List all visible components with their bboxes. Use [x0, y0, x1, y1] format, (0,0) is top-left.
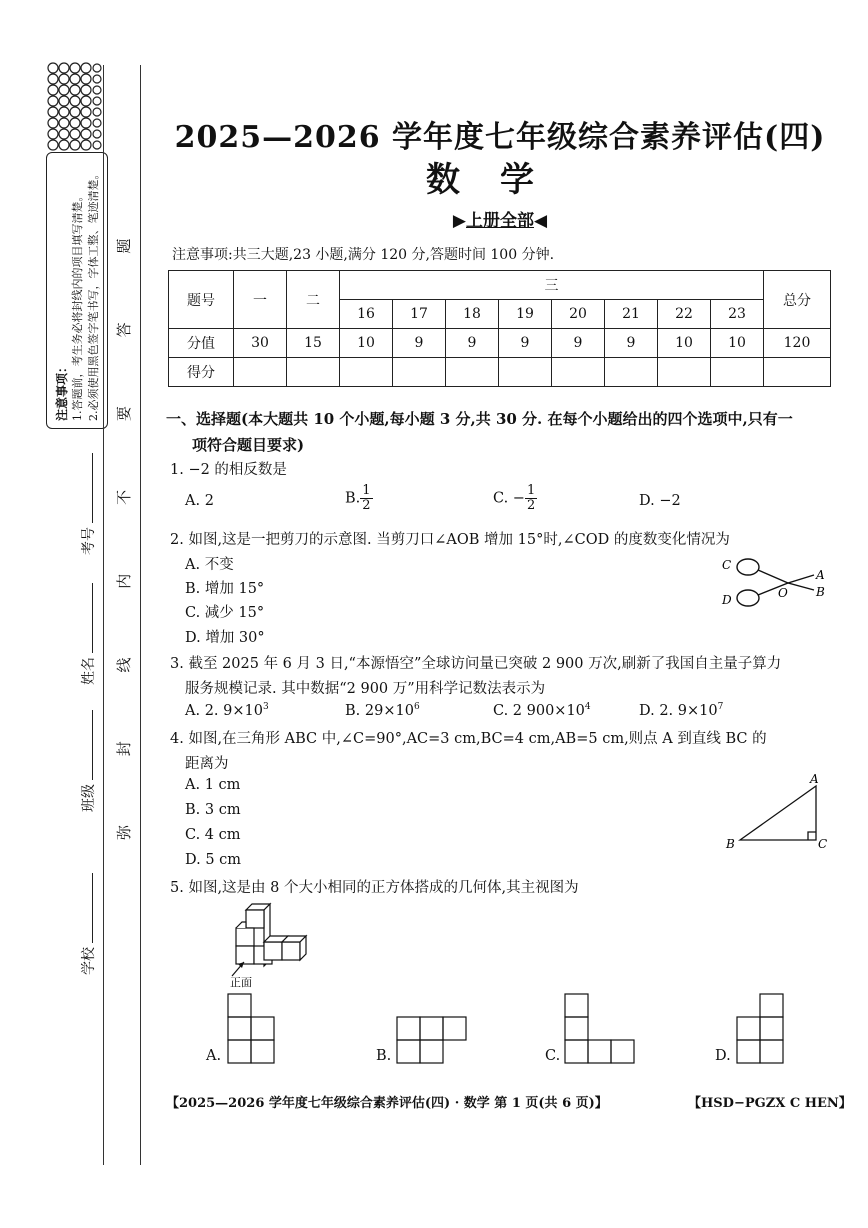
score-cell[interactable]	[711, 358, 764, 387]
q5-stem: 5. 如图,这是由 8 个大小相同的正方体搭成的几何体,其主视图为	[170, 880, 579, 896]
q3-option-d: D. 2. $9\times 10^7$	[639, 702, 724, 719]
exam-no-label: 考号	[78, 453, 98, 555]
notice-line-2: 2.必须使用黑色签字笔书写，字体工整、笔迹清楚。	[87, 168, 100, 421]
q5-option-a: A.	[206, 1048, 222, 1064]
binding-line-inner	[103, 65, 104, 1165]
label-a: A	[810, 772, 819, 786]
subject-title: 数学	[426, 160, 574, 200]
label-d: D	[722, 593, 732, 607]
score-cell[interactable]	[764, 358, 831, 387]
sub-col: 21	[605, 300, 658, 329]
q5-option-b: B.	[376, 1048, 392, 1064]
q3-option-c: C. 2 $900\times 10^4$	[493, 702, 591, 719]
row-head-score: 得分	[169, 358, 234, 387]
row-head-points: 分值	[169, 329, 234, 358]
q2-option-a: A. 不变	[185, 557, 234, 573]
notice-title: 注意事项：	[55, 360, 69, 421]
sub-col: 23	[711, 300, 764, 329]
section-1-heading	[166, 406, 836, 458]
label-a: A	[816, 568, 825, 582]
value-cell: 9	[605, 329, 658, 358]
value-cell: 15	[287, 329, 340, 358]
score-cell[interactable]	[552, 358, 605, 387]
q3-option-b: B. $29\times 10^6$	[345, 702, 420, 719]
score-cell[interactable]	[605, 358, 658, 387]
q2-option-d: D. 增加 30°	[185, 630, 265, 646]
footer-right: 【HSD−PGZX C HEN】	[688, 1096, 852, 1111]
label-c: C	[818, 837, 828, 851]
q1-option-a: A. 2	[185, 493, 214, 509]
scope-label: ▶上册全部◀	[452, 211, 548, 231]
name-label: 姓名	[78, 583, 98, 685]
q1-option-c: C. − $\frac{1}{2}$	[493, 483, 536, 513]
notice-box	[46, 152, 108, 429]
binding-loops-decoration	[46, 62, 102, 157]
q5-option-c-figure	[564, 993, 638, 1065]
col-two: 二	[287, 271, 340, 329]
value-cell: 10	[711, 329, 764, 358]
value-cell: 9	[393, 329, 446, 358]
q4-stem-line-2: 距离为	[185, 756, 229, 772]
score-cell[interactable]	[446, 358, 499, 387]
q5-option-d: D.	[715, 1048, 731, 1064]
sub-col: 17	[393, 300, 446, 329]
footer-left: 【2025—2026 学年度七年级综合素养评估(四) · 数学 第 1 页(共 6 页)】	[166, 1096, 608, 1111]
section-1-line-2: 项符合题目要求)	[192, 436, 305, 454]
score-cell[interactable]	[393, 358, 446, 387]
score-cell[interactable]	[340, 358, 393, 387]
sub-col: 16	[340, 300, 393, 329]
value-cell: 10	[658, 329, 711, 358]
q4-option-d: D. 5 cm	[185, 852, 242, 868]
q3-stem-line-1: 3. 截至 2025 年 6 月 3 日,“本源悟空”全球访问量已突破 2 900 万次,刷新了我国自主量子算力	[170, 656, 782, 672]
sub-col: 19	[499, 300, 552, 329]
value-cell: 10	[340, 329, 393, 358]
scissors-figure	[718, 552, 828, 614]
col-total: 总分	[764, 271, 831, 329]
seal-text: 弥 封 线 内 不 要 答 题	[115, 206, 133, 840]
section-1-line-1: 一、选择题(本大题共 10 个小题,每小题 3 分,共 30 分. 在每个小题给出的四个选项中,只有一	[166, 410, 793, 428]
value-cell: 9	[552, 329, 605, 358]
q3-option-a: A. 2. $9\times 10^3$	[185, 702, 269, 719]
notice-line-1: 1.答题前，考生务必将封线内的项目填写清楚。	[71, 190, 84, 421]
label-b: B	[726, 837, 735, 851]
sub-col: 20	[552, 300, 605, 329]
sub-col: 22	[658, 300, 711, 329]
q2-option-b: B. 增加 15°	[185, 581, 265, 597]
cube-solid-figure	[222, 898, 322, 990]
score-cell[interactable]	[658, 358, 711, 387]
q4-stem-line-1: 4. 如图,在三角形 ABC 中,∠C=90°,AC=3 cm,BC=4 cm,AB=5 cm,则点 A 到直线 BC 的	[170, 731, 767, 747]
q5-option-a-figure	[227, 993, 277, 1065]
binding-line-outer	[140, 65, 141, 1165]
label-o: O	[778, 586, 788, 600]
label-b: B	[816, 585, 825, 599]
exam-notes: 注意事项:共三大题,23 小题,满分 120 分,答题时间 100 分钟.	[172, 247, 555, 263]
q3-stem-line-2: 服务规模记录. 其中数据“2 900 万”用科学记数法表示为	[185, 681, 546, 697]
q2-stem: 2. 如图,这是一把剪刀的示意图. 当剪刀口∠AOB 增加 15°时,∠COD 的度数变化情况为	[170, 532, 730, 548]
q5-option-d-figure	[736, 993, 786, 1065]
q4-option-a: A. 1 cm	[185, 777, 241, 793]
label-c: C	[722, 558, 732, 572]
value-cell: 9	[499, 329, 552, 358]
class-label: 班级	[78, 710, 98, 812]
col-one: 一	[234, 271, 287, 329]
front-label: 正面	[230, 976, 252, 989]
score-table	[168, 270, 831, 387]
row-head-question-no: 题号	[169, 271, 234, 329]
score-cell[interactable]	[287, 358, 340, 387]
triangle-abc-figure	[724, 770, 828, 852]
col-three: 三	[340, 271, 764, 300]
value-cell: 120	[764, 329, 831, 358]
school-label: 学校	[78, 873, 98, 975]
q4-option-c: C. 4 cm	[185, 827, 241, 843]
q5-option-c: C.	[545, 1048, 561, 1064]
value-cell: 30	[234, 329, 287, 358]
q4-option-b: B. 3 cm	[185, 802, 241, 818]
q5-option-b-figure	[396, 1016, 468, 1066]
sub-col: 18	[446, 300, 499, 329]
value-cell: 9	[446, 329, 499, 358]
q1-option-b: B. $\frac{1}{2}$	[345, 483, 371, 513]
score-cell[interactable]	[499, 358, 552, 387]
q2-option-c: C. 减少 15°	[185, 605, 265, 621]
score-cell[interactable]	[234, 358, 287, 387]
exam-title: 2025—2026 学年度七年级综合素养评估(四)	[174, 120, 826, 155]
q1-option-d: D. −2	[639, 493, 681, 509]
q1-stem: 1. −2 的相反数是	[170, 462, 287, 478]
